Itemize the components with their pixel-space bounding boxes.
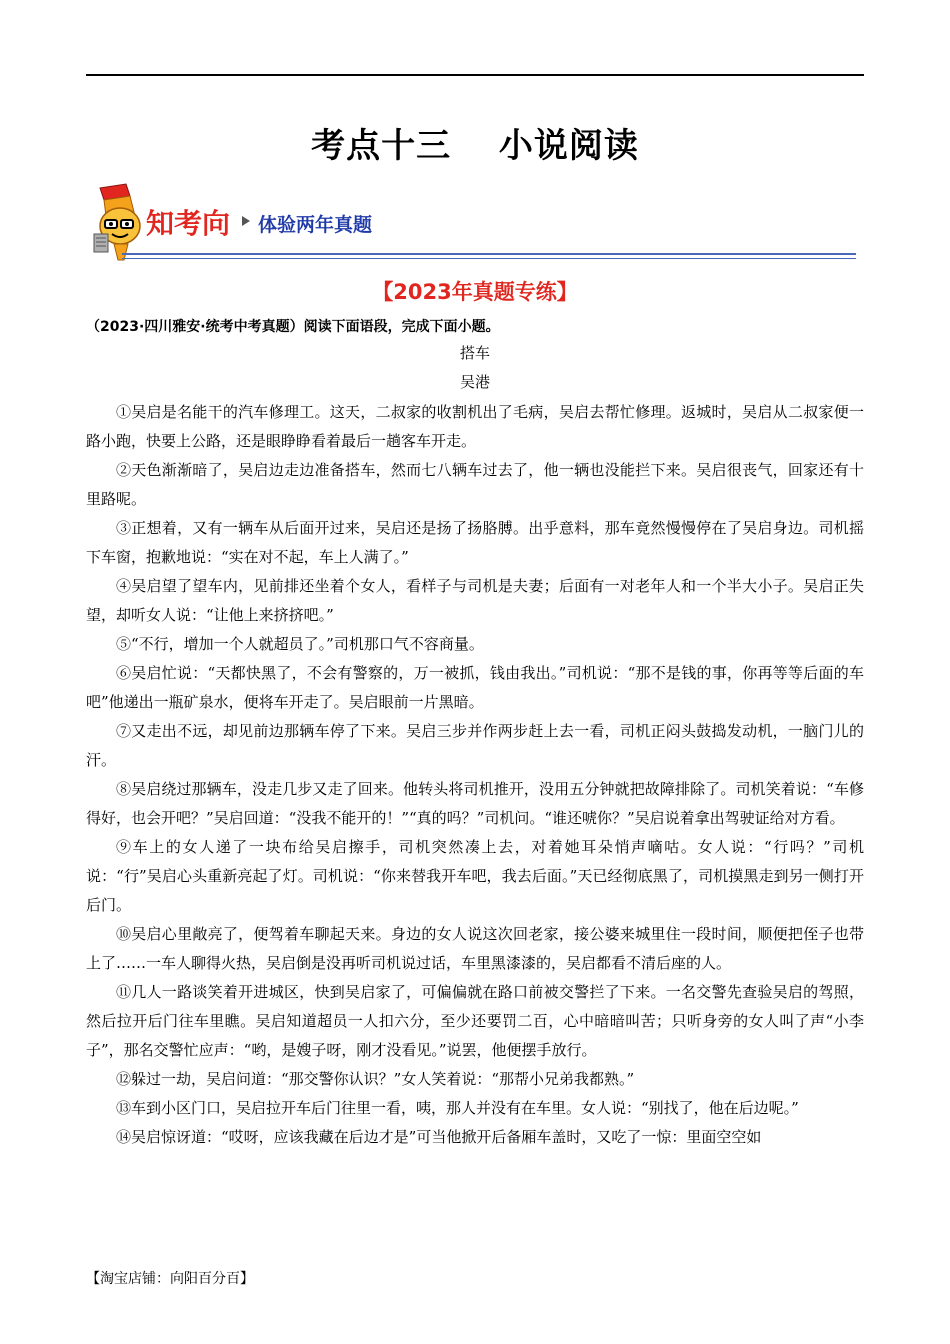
paragraph: ③正想着，又有一辆车从后面开过来，吴启还是扬了扬胳膊。出乎意料，那车竟然慢慢停在了吴启身边。司机摇下车窗，抱歉地说：“实在对不起，车上人满了。” — [86, 519, 864, 566]
paragraph: ⑬车到小区门口，吴启拉开车后门往里一看，咦，那人并没有在车里。女人说：“别找了，他在后边呢。” — [116, 1099, 799, 1117]
question-source: （2023·四川雅安·统考中考真题）阅读下面语段，完成下面小题。 — [86, 319, 500, 335]
page-title: 考点十三 小说阅读 — [311, 126, 639, 166]
paragraph: ⑩吴启心里敞亮了，便驾着车聊起天来。身边的女人说这次回老家，接公婆来城里住一段时间，顺便把侄子也带上了……一车人聊得火热，吴启倒是没再听司机说过话，车里黑漆漆的，吴启都看不清后座的人。 — [86, 925, 864, 972]
pencil-mascot-icon — [86, 182, 148, 264]
paragraph: ⑭吴启惊讶道：“哎呀，应该我藏在后边才是”可当他掀开后备厢车盖时，又吃了一惊：里面空空如 — [116, 1128, 762, 1146]
section-heading: 【2023年真题专练】 — [372, 280, 578, 304]
paragraph: ②天色渐渐暗了，吴启边走边准备搭车，然而七八辆车过去了，他一辆也没能拦下来。吴启很丧气，回家还有十里路呢。 — [86, 461, 864, 508]
banner-rule — [122, 253, 856, 255]
paragraph: ⑪几人一路谈笑着开进城区，快到吴启家了，可偏偏就在路口前被交警拦了下来。一名交警先查验吴启的驾照，然后拉开后门往车里瞧。吴启知道超员一人扣六分，至少还要罚二百，心中暗暗叫苦；只听身旁的女人叫了声“小李子”，那名交警忙应声：“哟，是嫂子呀，刚才没看见。”说罢，他便摆手放行。 — [86, 983, 864, 1059]
paragraph: ⑫躲过一劫，吴启问道：“那交警你认识？”女人笑着说：“那帮小兄弟我都熟。” — [116, 1070, 635, 1088]
paragraph: ⑦又走出不远，却见前边那辆车停了下来。吴启三步并作两步赶上去一看，司机正闷头鼓捣发动机，一脑门儿的汗。 — [86, 722, 864, 769]
story-body — [86, 398, 864, 1152]
banner-rule-thin — [122, 258, 856, 259]
paragraph: ⑨车上的女人递了一块布给吴启擦手，司机突然凑上去，对着她耳朵悄声嘀咕。女人说：“行吗？”司机说：“行”吴启心头重新亮起了灯。司机说：“你来替我开车吧，我去后面。”天已经彻底黑了，司机摸黑走到另一侧打开后门。 — [86, 838, 864, 914]
story-author: 吴港 — [459, 373, 490, 391]
paragraph: ④吴启望了望车内，见前排还坐着个女人，看样子与司机是夫妻；后面有一对老年人和一个半大小子。吴启正失望，却听女人说：“让他上来挤挤吧。” — [86, 577, 864, 624]
paragraph: ①吴启是名能干的汽车修理工。这天，二叔家的收割机出了毛病，吴启去帮忙修理。返城时，吴启从二叔家便一路小跑，快要上公路，还是眼睁睁看着最后一趟客车开走。 — [86, 403, 864, 450]
story-title: 搭车 — [459, 344, 490, 362]
paragraph: ⑧吴启绕过那辆车，没走几步又走了回来。他转头将司机推开，没用五分钟就把故障排除了。司机笑着说：“车修得好，也会开吧？”吴启回道：“没我不能开的！”“真的吗？”司机问。“谁还唬你？”吴启说着拿出驾驶证给对方看。 — [86, 780, 864, 827]
paragraph: ⑥吴启忙说：“天都快黑了，不会有警察的，万一被抓，钱由我出。”司机说：“那不是钱的事，你再等等后面的车吧”他递出一瓶矿泉水，便将车开走了。吴启眼前一片黑暗。 — [86, 664, 864, 711]
top-rule — [86, 74, 864, 76]
arrow-right-icon — [242, 216, 250, 226]
paragraph: ⑤“不行，增加一个人就超员了。”司机那口气不容商量。 — [116, 635, 484, 653]
section-banner — [86, 182, 856, 264]
footer-shop-label: 【淘宝店铺：向阳百分百】 — [86, 1271, 254, 1287]
banner-sub-label: 体验两年真题 — [258, 214, 373, 236]
banner-main-label: 知考向 — [146, 207, 231, 240]
